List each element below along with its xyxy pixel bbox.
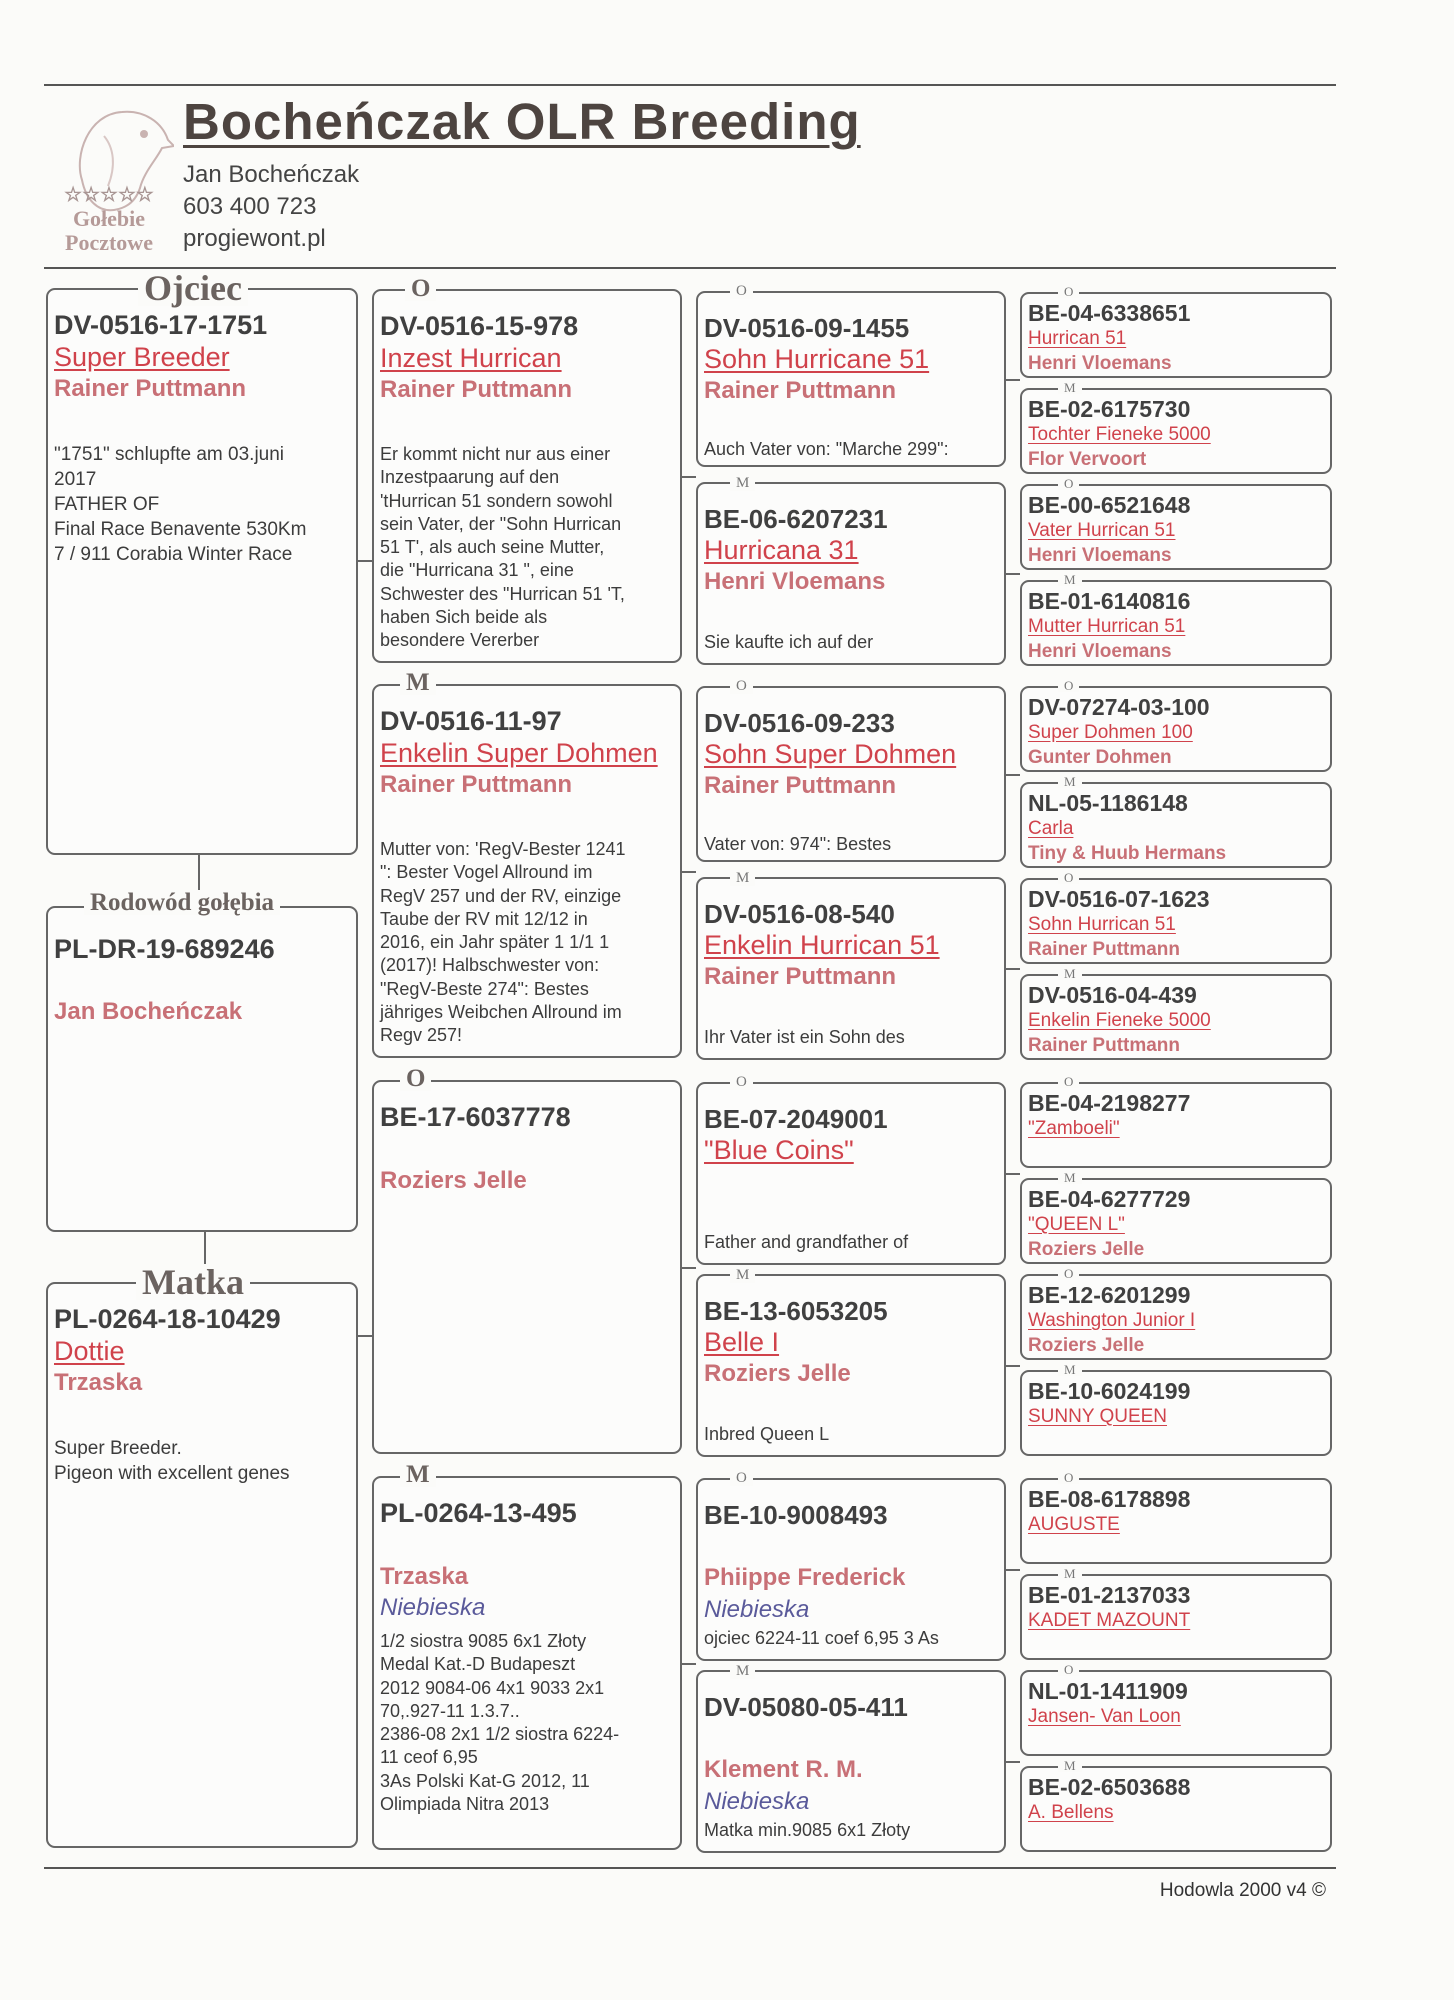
note-line: Er kommt nicht nur aus einer xyxy=(380,444,611,464)
gen4-name[interactable]: A. Bellens xyxy=(1028,1802,1114,1823)
gen3-label-0: O xyxy=(730,284,753,299)
gen4-box-5 xyxy=(1020,782,1332,868)
gen2-ff-notes xyxy=(380,443,625,653)
note-line: Mutter von: 'RegV-Bester 1241 xyxy=(380,839,626,859)
gen4-ring: NL-05-1186148 xyxy=(1028,790,1188,816)
gen4-name[interactable]: KADET MAZOUNT xyxy=(1028,1610,1191,1631)
gen4-box-12 xyxy=(1020,1478,1332,1564)
connector xyxy=(1006,774,1020,776)
page-title: Bocheńczak OLR Breeding xyxy=(183,93,861,150)
gen4-owner: Henri Vloemans xyxy=(1028,353,1172,374)
gen3-name[interactable]: Sohn Hurricane 51 xyxy=(704,344,930,374)
gen3-name[interactable]: Belle I xyxy=(704,1327,780,1357)
gen4-label-6: O xyxy=(1058,871,1079,884)
gen2-ff-name[interactable]: Inzest Hurrican xyxy=(380,343,562,373)
gen4-owner: Roziers Jelle xyxy=(1028,1239,1145,1260)
gen3-name[interactable]: Enkelin Hurrican 51 xyxy=(704,930,940,960)
gen3-label-3: M xyxy=(730,871,755,886)
gen4-ring: DV-0516-04-439 xyxy=(1028,982,1197,1008)
gen4-ring: BE-08-6178898 xyxy=(1028,1486,1191,1512)
note-line: RegV 257 und der RV, einzige xyxy=(380,885,622,906)
mother-owner: Trzaska xyxy=(54,1369,143,1396)
gen4-owner: Roziers Jelle xyxy=(1028,1335,1145,1356)
gen2-ff-label: O xyxy=(405,276,436,301)
gen2-mf-box xyxy=(372,1080,682,1454)
gen4-name[interactable]: Sohn Hurrican 51 xyxy=(1028,914,1176,935)
gen4-box-2 xyxy=(1020,484,1332,570)
gen4-name[interactable]: Tochter Fieneke 5000 xyxy=(1028,424,1211,445)
gen3-ring: DV-0516-09-233 xyxy=(704,708,895,738)
father-name[interactable]: Super Breeder xyxy=(54,342,230,372)
gen4-label-13: M xyxy=(1058,1567,1082,1580)
logo-line1: Gołebie xyxy=(72,206,146,231)
gen4-label-12: O xyxy=(1058,1471,1079,1484)
subject-box xyxy=(46,906,358,1232)
note-line: haben Sich beide als xyxy=(380,607,548,628)
note-line: 2386-08 2x1 1/2 siostra 6224- xyxy=(380,1724,620,1745)
gen3-label-7: M xyxy=(730,1664,755,1679)
note-line: (2017)! Halbschwester von: xyxy=(380,955,600,976)
connector xyxy=(358,1335,372,1337)
gen3-note: Auch Vater von: "Marche 299": xyxy=(704,439,949,459)
gen2-fm-ring: DV-0516-11-97 xyxy=(380,706,562,736)
gen2-mm-ring: PL-0264-13-495 xyxy=(380,1498,577,1528)
gen4-label-5: M xyxy=(1058,775,1082,788)
gen4-label-9: M xyxy=(1058,1171,1082,1184)
gen4-box-6 xyxy=(1020,878,1332,964)
father-owner: Rainer Puttmann xyxy=(54,375,247,402)
gen3-box-6 xyxy=(696,1478,1006,1661)
gen4-box-8 xyxy=(1020,1082,1332,1168)
gen4-label-11: M xyxy=(1058,1363,1082,1376)
note-line: Olimpiada Nitra 2013 xyxy=(380,1794,550,1815)
note-line: 3As Polski Kat-G 2012, 11 xyxy=(380,1770,590,1791)
gen4-box-10 xyxy=(1020,1274,1332,1360)
gen4-ring: BE-01-6140816 xyxy=(1028,588,1191,614)
gen3-label-5: M xyxy=(730,1268,755,1283)
gen2-fm-label: M xyxy=(400,670,436,695)
connector xyxy=(1006,1569,1020,1571)
gen2-mf-owner: Roziers Jelle xyxy=(380,1167,527,1194)
connector xyxy=(682,1663,696,1665)
note-line: besondere Vererber xyxy=(380,630,540,651)
connector xyxy=(682,871,696,873)
gen4-ring: BE-04-6338651 xyxy=(1028,300,1191,326)
gen4-name[interactable]: Jansen- Van Loon xyxy=(1028,1706,1181,1727)
gen4-box-3 xyxy=(1020,580,1332,666)
gen3-owner: Rainer Puttmann xyxy=(704,772,897,799)
gen4-box-0 xyxy=(1020,292,1332,378)
gen2-ff-box xyxy=(372,289,682,663)
gen2-mm-label: M xyxy=(400,1462,436,1487)
gen4-ring: DV-07274-03-100 xyxy=(1028,694,1210,720)
gen3-box-0 xyxy=(696,291,1006,467)
gen3-name[interactable]: Sohn Super Dohmen xyxy=(704,739,957,769)
gen4-name[interactable]: SUNNY QUEEN xyxy=(1028,1406,1168,1427)
gen4-name[interactable]: Enkelin Fieneke 5000 xyxy=(1028,1010,1211,1031)
gen4-owner: Tiny & Huub Hermans xyxy=(1028,843,1227,864)
gen4-name[interactable]: Carla xyxy=(1028,818,1074,839)
note-line: 'tHurrican 51 sondern sowohl xyxy=(380,490,613,511)
gen3-box-3 xyxy=(696,877,1006,1060)
logo-stars: ☆☆☆☆☆ xyxy=(64,184,154,206)
website: progiewont.pl xyxy=(183,225,326,252)
gen4-label-3: M xyxy=(1058,573,1082,586)
gen4-box-14 xyxy=(1020,1670,1332,1756)
mother-name[interactable]: Dottie xyxy=(54,1336,125,1366)
note-line: die "Hurricana 31 ", eine xyxy=(380,560,574,581)
father-notes xyxy=(54,442,306,567)
gen4-label-10: O xyxy=(1058,1267,1079,1280)
gen2-mm-color: Niebieska xyxy=(380,1594,486,1621)
gen2-mf-label: O xyxy=(400,1066,431,1091)
gen3-owner: Rainer Puttmann xyxy=(704,377,897,404)
gen4-ring: BE-01-2137033 xyxy=(1028,1582,1191,1608)
subject-ring: PL-DR-19-689246 xyxy=(54,934,275,964)
gen3-ring: DV-05080-05-411 xyxy=(704,1692,908,1722)
note-line: Schwester des "Hurrican 51 'T, xyxy=(380,583,625,604)
connector xyxy=(1006,379,1020,381)
connector xyxy=(1006,968,1020,970)
gen4-box-9 xyxy=(1020,1178,1332,1264)
gen3-label-2: O xyxy=(730,679,753,694)
gen2-mf-ring: BE-17-6037778 xyxy=(380,1102,571,1132)
gen4-label-8: O xyxy=(1058,1075,1079,1088)
gen3-note: Inbred Queen L xyxy=(704,1424,830,1444)
note-line: 2017 xyxy=(54,469,97,490)
gen3-owner: Henri Vloemans xyxy=(704,568,886,595)
gen2-fm-box xyxy=(372,684,682,1058)
gen4-name[interactable]: Vater Hurrican 51 xyxy=(1028,520,1176,541)
gen4-name[interactable]: Hurrican 51 xyxy=(1028,328,1127,349)
gen4-ring: BE-10-6024199 xyxy=(1028,1378,1191,1404)
connector xyxy=(682,476,696,478)
gen3-ring: DV-0516-08-540 xyxy=(704,899,895,929)
note-line: 11 ceof 6,95 xyxy=(380,1747,478,1768)
logo-line2: Pocztowe xyxy=(65,230,153,255)
connector xyxy=(1006,1365,1020,1367)
connector xyxy=(358,560,372,562)
gen2-fm-owner: Rainer Puttmann xyxy=(380,771,573,798)
gen4-name[interactable]: "QUEEN L" xyxy=(1028,1214,1125,1235)
mother-ring: PL-0264-18-10429 xyxy=(54,1304,281,1334)
gen3-label-1: M xyxy=(730,476,755,491)
note-line: ": Bester Vogel Allround im xyxy=(380,862,593,883)
gen3-owner: Roziers Jelle xyxy=(704,1360,851,1387)
gen4-label-4: O xyxy=(1058,679,1079,692)
gen4-name[interactable]: AUGUSTE xyxy=(1028,1514,1120,1535)
father-ring: DV-0516-17-1751 xyxy=(54,310,268,340)
gen3-note: Vater von: 974": Bestes xyxy=(704,834,892,854)
gen2-mm-box xyxy=(372,1476,682,1850)
gen3-name[interactable]: Hurricana 31 xyxy=(704,535,859,565)
gen4-name[interactable]: "Zamboeli" xyxy=(1028,1118,1120,1139)
gen2-mm-notes xyxy=(380,1630,619,1816)
pedigree-label: Rodowód gołębia xyxy=(84,890,280,915)
note-line: Pigeon with excellent genes xyxy=(54,1463,290,1484)
gen4-label-0: O xyxy=(1058,285,1079,298)
note-line: sein Vater, der "Sohn Hurrican xyxy=(380,513,622,534)
connector xyxy=(682,1267,696,1269)
gen3-color: Niebieska xyxy=(704,1788,810,1815)
gen4-name[interactable]: Mutter Hurrican 51 xyxy=(1028,616,1186,637)
gen4-ring: BE-02-6503688 xyxy=(1028,1774,1191,1800)
note-line: Taube der RV mit 12/12 in xyxy=(380,908,588,929)
connector xyxy=(1006,573,1020,575)
mother-box xyxy=(46,1282,358,1848)
gen3-name[interactable]: "Blue Coins" xyxy=(704,1135,854,1165)
gen3-ring: DV-0516-09-1455 xyxy=(704,313,910,343)
gen4-ring: BE-02-6175730 xyxy=(1028,396,1191,422)
connector xyxy=(1006,1761,1020,1763)
gen4-label-14: O xyxy=(1058,1663,1079,1676)
gen3-color: Niebieska xyxy=(704,1596,810,1623)
gen4-ring: BE-00-6521648 xyxy=(1028,492,1191,518)
note-line: "1751" schlupfte am 03.juni xyxy=(54,444,285,465)
gen3-owner: Phiippe Frederick xyxy=(704,1564,906,1591)
gen3-note: Father and grandfather of xyxy=(704,1232,909,1252)
gen3-box-5 xyxy=(696,1274,1006,1457)
gen4-ring: BE-04-2198277 xyxy=(1028,1090,1191,1116)
gen3-owner: Klement R. M. xyxy=(704,1756,863,1783)
connector xyxy=(198,855,200,890)
gen3-ring: BE-07-2049001 xyxy=(704,1104,888,1134)
gen3-note: Ihr Vater ist ein Sohn des xyxy=(704,1027,905,1047)
note-line: 2016, ein Jahr später 1 1/1 1 xyxy=(380,932,610,953)
father-box xyxy=(46,288,358,855)
footer-rule xyxy=(44,1867,1336,1869)
gen4-box-11 xyxy=(1020,1370,1332,1456)
note-line: 2012 9084-06 4x1 9033 2x1 xyxy=(380,1677,605,1698)
note-line: 51 T', als auch seine Mutter, xyxy=(380,537,605,558)
note-line: Medal Kat.-D Budapeszt xyxy=(380,1654,576,1675)
gen2-ff-owner: Rainer Puttmann xyxy=(380,376,573,403)
gen4-owner: Rainer Puttmann xyxy=(1028,939,1181,960)
gen4-owner: Rainer Puttmann xyxy=(1028,1035,1181,1056)
gen4-box-15 xyxy=(1020,1766,1332,1852)
gen4-label-7: M xyxy=(1058,967,1082,980)
gen4-label-15: M xyxy=(1058,1759,1082,1772)
gen3-owner: Rainer Puttmann xyxy=(704,963,897,990)
father-label: Ojciec xyxy=(138,270,248,306)
owner-name: Jan Bocheńczak xyxy=(183,161,360,188)
mother-label: Matka xyxy=(136,1264,250,1300)
gen4-name[interactable]: Super Dohmen 100 xyxy=(1028,722,1193,743)
gen2-mm-owner: Trzaska xyxy=(380,1563,469,1590)
gen4-name[interactable]: Washington Junior I xyxy=(1028,1310,1196,1331)
gen3-ring: BE-10-9008493 xyxy=(704,1500,888,1530)
note-line: jähriges Weibchen Allround im xyxy=(380,1002,622,1023)
gen3-box-2 xyxy=(696,686,1006,862)
gen3-note: ojciec 6224-11 coef 6,95 3 As xyxy=(704,1628,939,1648)
top-rule xyxy=(44,84,1336,86)
gen4-box-7 xyxy=(1020,974,1332,1060)
note-line: 7 / 911 Corabia Winter Race xyxy=(54,544,293,565)
gen4-label-1: M xyxy=(1058,381,1082,394)
gen4-owner: Flor Vervoort xyxy=(1028,449,1147,470)
mother-notes xyxy=(54,1436,290,1486)
gen4-ring: BE-12-6201299 xyxy=(1028,1282,1191,1308)
note-line: Regv 257! xyxy=(380,1025,463,1046)
gen4-ring: BE-04-6277729 xyxy=(1028,1186,1191,1212)
gen2-fm-notes xyxy=(380,838,626,1048)
gen4-box-1 xyxy=(1020,388,1332,474)
note-line: 1/2 siostra 9085 6x1 Złoty xyxy=(380,1631,587,1651)
note-line: Final Race Benavente 530Km xyxy=(54,519,307,540)
note-line: FATHER OF xyxy=(54,494,160,515)
gen3-note: Sie kaufte ich auf der xyxy=(704,632,874,652)
note-line: "RegV-Beste 274": Bestes xyxy=(380,978,589,999)
gen4-box-13 xyxy=(1020,1574,1332,1660)
gen3-box-1 xyxy=(696,482,1006,665)
gen2-ff-ring: DV-0516-15-978 xyxy=(380,311,579,341)
gen4-ring: NL-01-1411909 xyxy=(1028,1678,1188,1704)
footer-credit: Hodowla 2000 v4 © xyxy=(1159,1880,1326,1901)
gen4-ring: DV-0516-07-1623 xyxy=(1028,886,1210,912)
gen4-owner: Henri Vloemans xyxy=(1028,641,1172,662)
subject-owner: Jan Bocheńczak xyxy=(54,998,243,1025)
gen4-box-4 xyxy=(1020,686,1332,772)
gen3-ring: BE-13-6053205 xyxy=(704,1296,888,1326)
note-line: 70,.927-11 1.3.7.. xyxy=(380,1700,520,1721)
gen3-ring: BE-06-6207231 xyxy=(704,504,888,534)
gen2-fm-name[interactable]: Enkelin Super Dohmen xyxy=(380,738,658,768)
note-line: Inzestpaarung auf den xyxy=(380,467,560,488)
connector xyxy=(1006,1173,1020,1175)
phone-number: 603 400 723 xyxy=(183,193,317,220)
gen3-label-6: O xyxy=(730,1471,753,1486)
gen3-box-4 xyxy=(696,1082,1006,1265)
gen4-owner: Henri Vloemans xyxy=(1028,545,1172,566)
gen3-label-4: O xyxy=(730,1075,753,1090)
gen3-note: Matka min.9085 6x1 Złoty xyxy=(704,1820,911,1840)
gen4-owner: Gunter Dohmen xyxy=(1028,747,1172,768)
gen4-label-2: O xyxy=(1058,477,1079,490)
note-line: Super Breeder. xyxy=(54,1438,182,1459)
gen3-box-7 xyxy=(696,1670,1006,1853)
